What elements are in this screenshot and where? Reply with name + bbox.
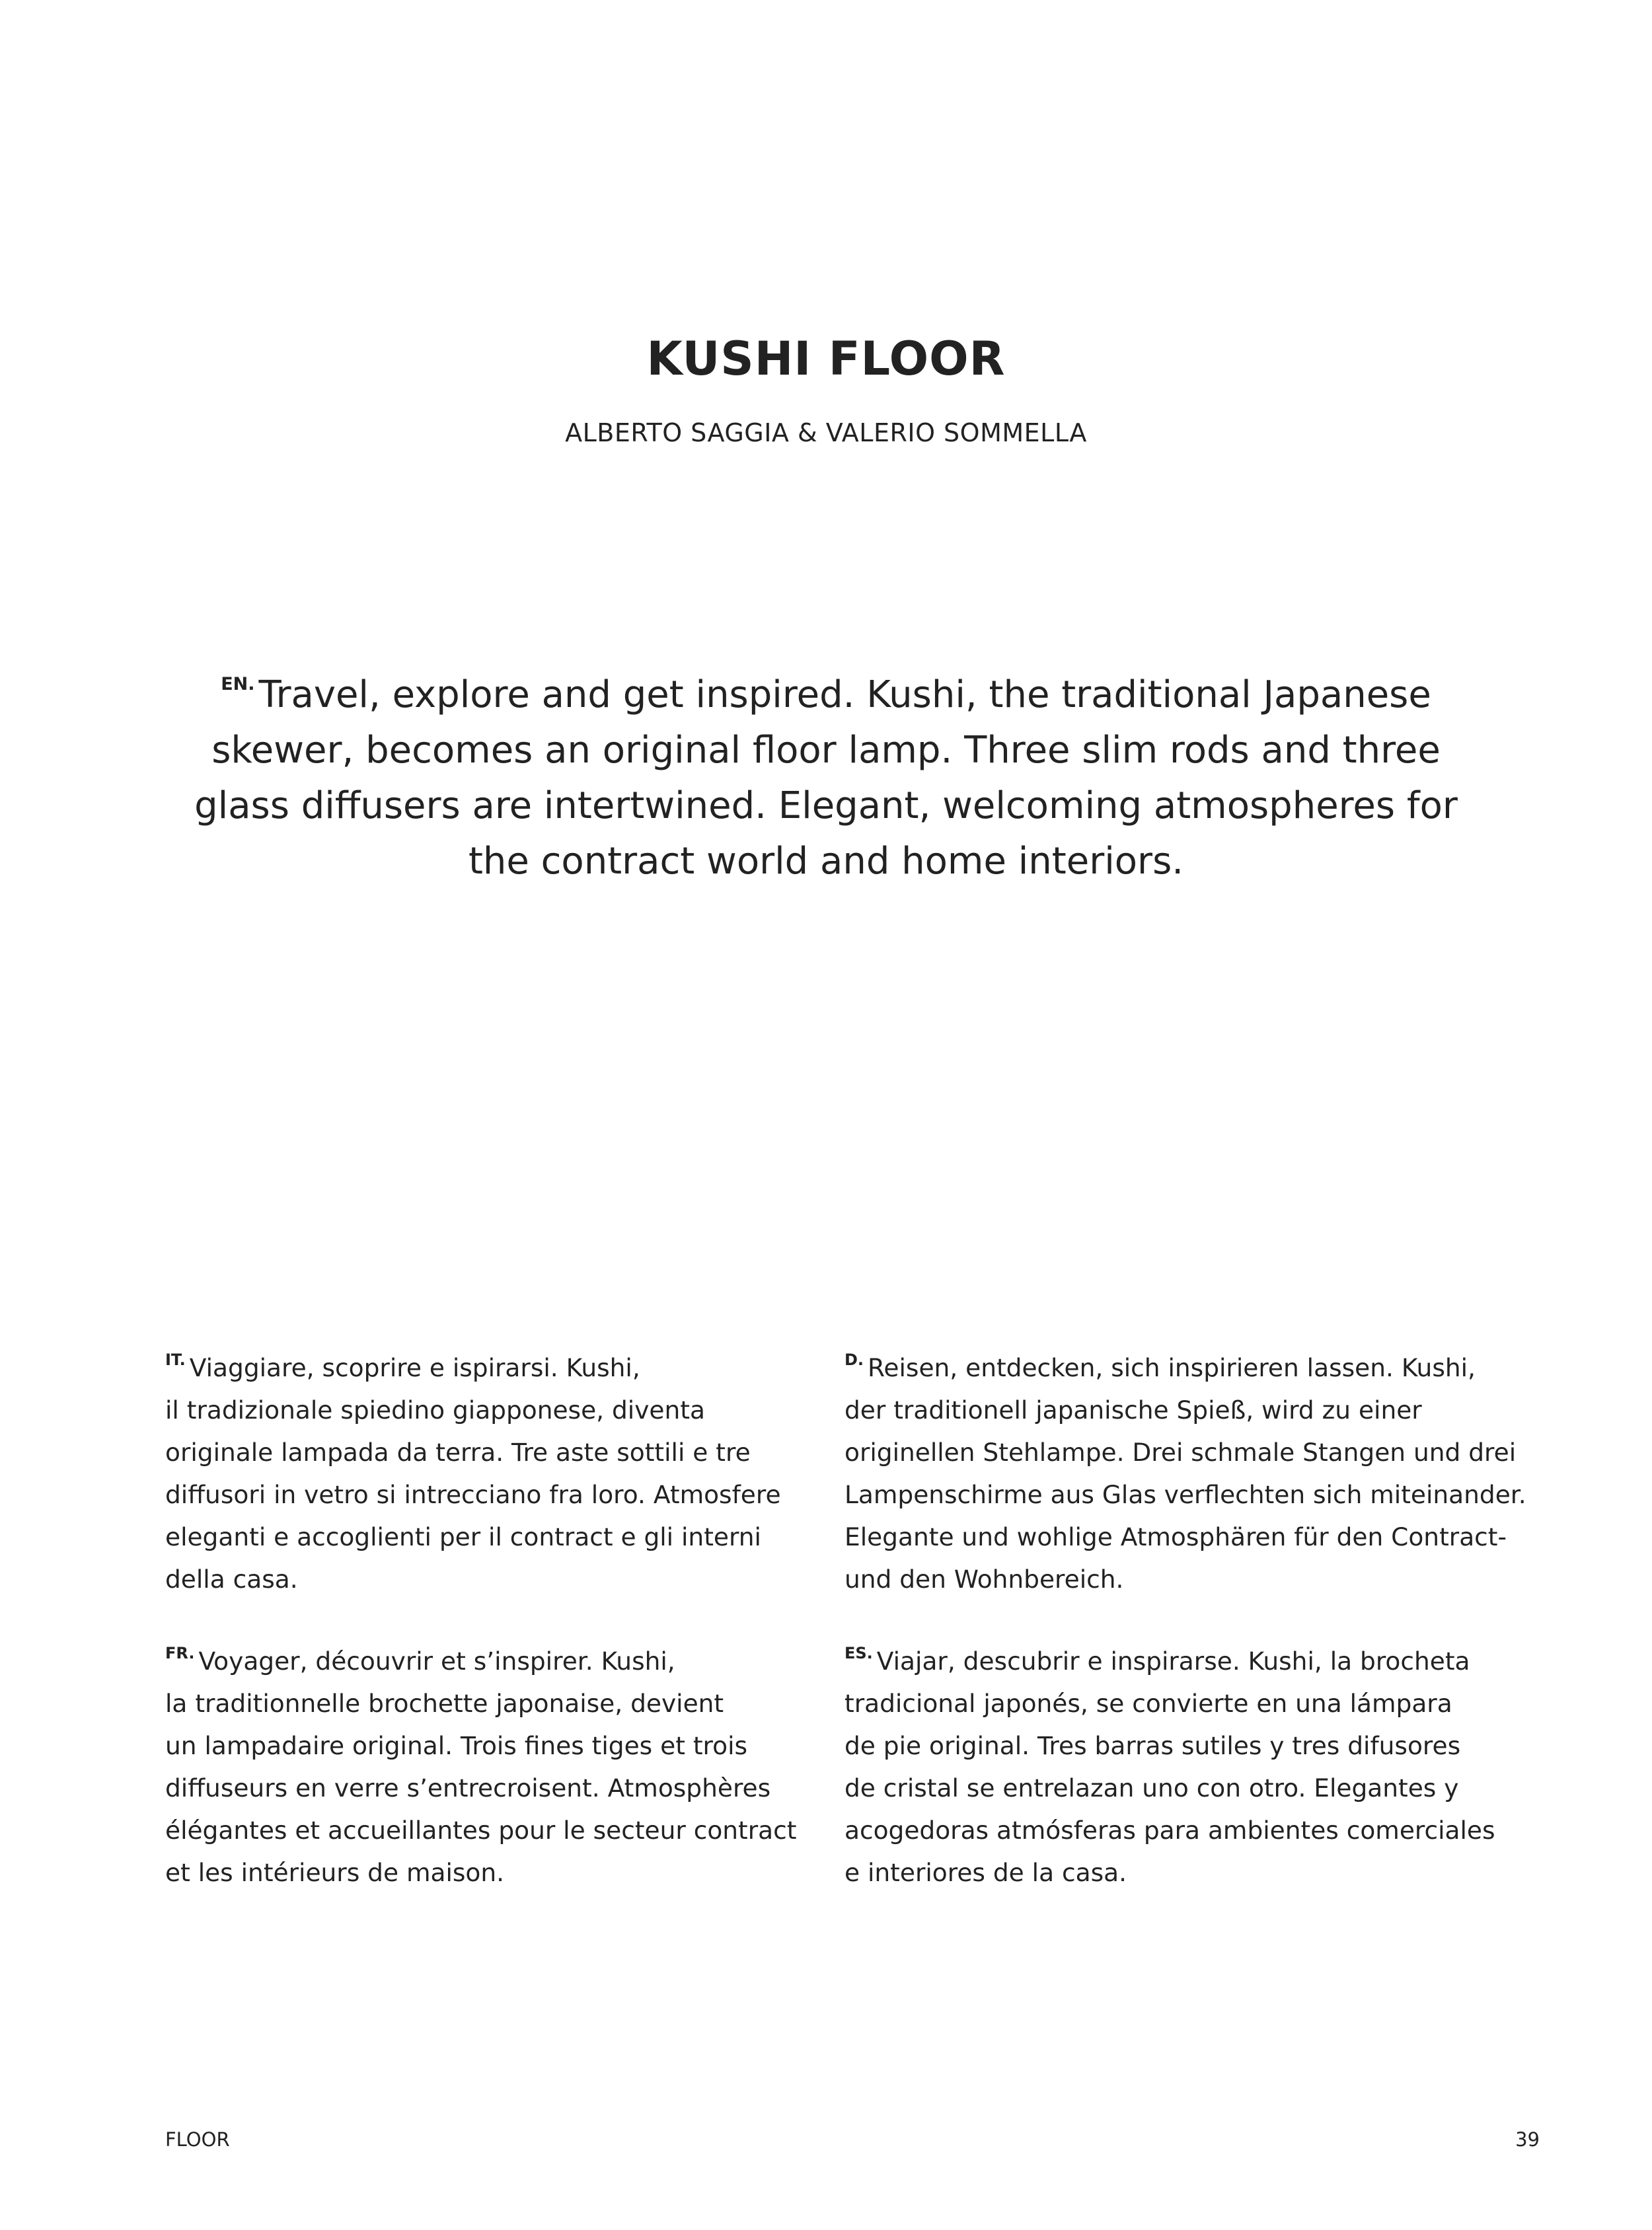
intro-text: Travel, explore and get inspired. Kushi, the traditional Japanese skewer, becomes an original floor lamp. Three slim rods and three glass diffusers are intertwined. Elegant, welcoming atmospheres for the contract world and home interiors. xyxy=(194,673,1458,883)
text-line: diffuseurs en verre s’entrecroisent. Atmosphères xyxy=(165,1773,771,1803)
description-italian xyxy=(165,1347,826,1600)
description-german xyxy=(845,1347,1526,1600)
text-line: acogedoras atmósferas para ambientes comerciales xyxy=(845,1816,1495,1845)
lang-label-it: IT. xyxy=(165,1351,186,1370)
text-line: de cristal se entrelazan uno con otro. Elegantes y xyxy=(845,1773,1459,1803)
description-french xyxy=(165,1640,826,1894)
lang-label-en: EN. xyxy=(221,674,255,695)
text-line: de pie original. Tres barras sutiles y tres difusores xyxy=(845,1731,1461,1760)
text-line: et les intérieurs de maison. xyxy=(165,1858,505,1887)
footer-section-label: FLOOR xyxy=(165,2128,230,2151)
text-line: $^{D.}$ Reisen, entdecken, sich inspirieren lassen. Kushi, xyxy=(845,1351,1476,1382)
description-spanish xyxy=(845,1640,1505,1894)
page-number: 39 xyxy=(1515,2128,1540,2151)
designers-credit: ALBERTO SAGGIA & VALERIO SOMMELLA xyxy=(565,418,1087,447)
text-line: tradicional japonés, se convierte en una lámpara xyxy=(845,1689,1452,1718)
text-line: $^{IT.}$ Viaggiare, scoprire e ispirarsi. Kushi, xyxy=(165,1351,640,1382)
text-line: eleganti e accoglienti per il contract e gli interni xyxy=(165,1522,761,1551)
text-line: Elegante und wohlige Atmosphären für den Contract- xyxy=(845,1522,1507,1551)
text-line: diffusori in vetro si intrecciano fra loro. Atmosfere xyxy=(165,1480,781,1509)
lang-label-de: D. xyxy=(845,1351,864,1370)
text-line: $^{FR.}$ Voyager, découvrir et s’inspirer. Kushi, xyxy=(165,1644,675,1676)
text-line: und den Wohnbereich. xyxy=(845,1565,1124,1594)
text-line: Lampenschirme aus Glas verflechten sich miteinander. xyxy=(845,1480,1526,1509)
text-line: $^{ES.}$ Viajar, descubrir e inspirarse. Kushi, la brocheta xyxy=(845,1644,1470,1676)
text-line: originale lampada da terra. Tre aste sottili e tre xyxy=(165,1438,751,1467)
text-line: originellen Stehlampe. Drei schmale Stangen und drei xyxy=(845,1438,1517,1467)
page-title: KUSHI FLOOR xyxy=(646,332,1006,386)
text-line: la traditionnelle brochette japonaise, devient xyxy=(165,1689,724,1718)
text-line: e interiores de la casa. xyxy=(845,1858,1127,1887)
lang-label-fr: FR. xyxy=(165,1644,195,1663)
text-line: élégantes et accueillantes pour le secteur contract xyxy=(165,1816,797,1845)
text-line: un lampadaire original. Trois fines tiges et trois xyxy=(165,1731,748,1760)
text-line: il tradizionale spiedino giapponese, diventa xyxy=(165,1395,705,1425)
text-line: der traditionell japanische Spieß, wird zu einer xyxy=(845,1395,1422,1425)
text-line: della casa. xyxy=(165,1565,298,1594)
lang-label-es: ES. xyxy=(845,1644,873,1663)
intro-english xyxy=(165,667,1487,889)
